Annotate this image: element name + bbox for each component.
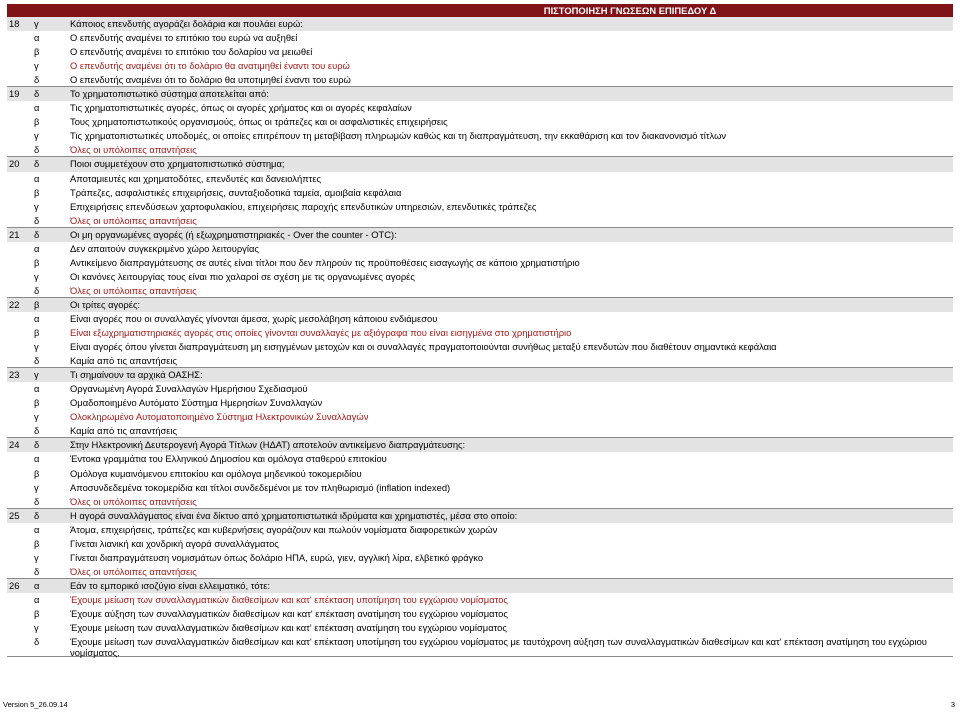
option-text: Όλες οι υπόλοιπες απαντήσεις: [70, 214, 197, 226]
answer-row: [7, 284, 953, 298]
option-letter: β: [34, 46, 40, 58]
answer-row: [7, 200, 953, 214]
question-number: 20: [9, 158, 20, 170]
answer-row: [7, 382, 953, 396]
option-text: Ο επενδυτής αναμένει το επιτόκιο του δολαρίου να μειωθεί: [70, 46, 313, 58]
question-row: [7, 438, 953, 452]
option-letter: γ: [34, 551, 39, 563]
answer-row: [7, 326, 953, 340]
option-letter: δ: [34, 565, 40, 577]
option-text: Έχουμε μείωση των συναλλαγματικών διαθεσίμων και κατ' επέκταση ανατίμηση του εγχώριου νομίσματος: [70, 622, 507, 634]
option-text: Γίνεται λιανική και χονδρική αγορά συναλλάγματος: [70, 537, 279, 549]
page-number: 3: [950, 700, 955, 709]
option-text: Όλες οι υπόλοιπες απαντήσεις: [70, 565, 197, 577]
answer-row: [7, 551, 953, 565]
question-text: Ποιοι συμμετέχουν στο χρηματοπιστωτικό σύστημα;: [70, 158, 285, 170]
option-letter: β: [34, 607, 40, 619]
question-number: 24: [9, 439, 20, 451]
correct-answer-letter: δ: [34, 88, 40, 100]
answer-row: [7, 129, 953, 143]
correct-answer-letter: δ: [34, 158, 40, 170]
answer-row: [7, 256, 953, 270]
option-letter: β: [34, 327, 40, 339]
answer-row: [7, 621, 953, 635]
option-text: Αποταμιευτές και χρηματοδότες, επενδυτές και δανειολήπτες: [70, 172, 322, 184]
answer-row: [7, 172, 953, 186]
option-text: Έχουμε αύξηση των συναλλαγματικών διαθεσίμων και κατ' επέκταση ανατίμηση του εγχώριου νομίσματος: [70, 607, 508, 619]
question-number: 23: [9, 369, 20, 381]
option-text: Οι κανόνες λειτουργίας τους είναι πιο χαλαροί σε σχέση με τις οργανωμένες αγορές: [70, 270, 415, 282]
option-letter: δ: [34, 74, 40, 86]
answer-row: [7, 523, 953, 537]
answer-row: [7, 607, 953, 621]
answer-row: [7, 242, 953, 256]
option-text: Οργανωμένη Αγορά Συναλλαγών Ημερήσιου Σχεδιασμού: [70, 383, 308, 395]
page-title: ΠΙΣΤΟΠΟΙΗΣΗ ΓΝΩΣΕΩΝ ΕΠΙΠΕΔΟΥ Δ: [7, 4, 953, 17]
option-letter: β: [34, 256, 40, 268]
answer-row: [7, 214, 953, 228]
option-text: Όλες οι υπόλοιπες απαντήσεις: [70, 284, 197, 296]
question-text: Το χρηματοπιστωτικό σύστημα αποτελείται από:: [70, 88, 269, 100]
option-text: Ολοκληρωμένο Αυτοματοποιημένο Σύστημα Ηλεκτρονικών Συναλλαγών: [70, 411, 369, 423]
question-row: [7, 509, 953, 523]
answer-row: [7, 115, 953, 129]
answer-row: [7, 270, 953, 284]
option-text: Είναι αγορές όπου γίνεται διαπραγμάτευση μη εισηγμένων μετοχών και οι συναλλαγές πραγματοποιούνται συνήθως μεταξύ επενδυτών που διαθέτουν σημαντικά κεφάλαια: [70, 341, 777, 353]
option-text: Ομαδοποιημένο Αυτόματο Σύστημα Ημερησίων Συναλλαγών: [70, 397, 323, 409]
option-text: Επιχειρήσεις επενδύσεων χαρτοφυλακίου, επιχειρήσεις παροχής επενδυτικών υπηρεσιών, επενδυτικές τράπεζες: [70, 200, 537, 212]
answer-row: [7, 452, 953, 466]
question-text: Οι τρίτες αγορές:: [70, 298, 141, 310]
option-letter: α: [34, 32, 40, 44]
option-text: Τις χρηματοπιστωτικές υποδομές, οι οποίες επιτρέπουν τη μεταβίβαση πληρωμών καθώς και τη διαπραγμάτευση, την εκκαθάριση και τον διακανονισμό τίτλων: [70, 130, 727, 142]
option-text: Όλες οι υπόλοιπες απαντήσεις: [70, 144, 197, 156]
option-letter: α: [34, 593, 40, 605]
option-text: Ο επενδυτής αναμένει ότι το δολάριο θα ανατιμηθεί έναντι του ευρώ: [70, 60, 350, 72]
question-text: Τι σημαίνουν τα αρχικά ΟΑΣΗΣ:: [70, 369, 203, 381]
option-text: Τους χρηματοπιστωτικούς οργανισμούς, όπως οι τράπεζες και οι ασφαλιστικές επιχειρήσεις: [70, 116, 448, 128]
correct-answer-letter: α: [34, 579, 40, 591]
questions-table: [7, 17, 953, 657]
option-text: Αποσυνδεδεμένα τοκομερίδια και τίτλοι συνδεδεμένοι με τον πληθωρισμό (inflation indexed): [70, 481, 451, 493]
option-text: Είναι αγορές που οι συναλλαγές γίνονται άμεσα, χωρίς μεσολάβηση κάποιου ενδιάμεσου: [70, 312, 438, 324]
question-row: [7, 228, 953, 242]
question-number: 26: [9, 579, 20, 591]
answer-row: [7, 565, 953, 579]
correct-answer-letter: γ: [34, 18, 39, 29]
option-letter: α: [34, 242, 40, 254]
answer-row: [7, 396, 953, 410]
answer-row: [7, 410, 953, 424]
answer-row: [7, 537, 953, 551]
option-letter: δ: [34, 355, 40, 367]
option-text: Καμία από τις απαντήσεις: [70, 425, 178, 437]
option-letter: γ: [34, 270, 39, 282]
option-letter: δ: [34, 214, 40, 226]
option-text: Γίνεται διαπραγμάτευση νομισμάτων όπως δολάριο ΗΠΑ, ευρώ, γιεν, αγγλική λίρα, ελβετικό φράγκο: [70, 551, 484, 563]
answer-row: [7, 340, 953, 354]
answer-row: [7, 73, 953, 87]
option-letter: α: [34, 312, 40, 324]
option-text: Τις χρηματοπιστωτικές αγορές, όπως οι αγορές χρήματος και οι αγορές κεφαλαίων: [70, 102, 412, 114]
correct-answer-letter: δ: [34, 228, 40, 240]
option-letter: α: [34, 383, 40, 395]
correct-answer-letter: β: [34, 298, 40, 310]
answer-row: [7, 424, 953, 438]
option-text: Ο επενδυτής αναμένει το επιτόκιο του ευρώ να αυξηθεί: [70, 32, 298, 44]
option-letter: α: [34, 523, 40, 535]
option-letter: γ: [34, 481, 39, 493]
option-letter: δ: [34, 144, 40, 156]
option-letter: α: [34, 453, 40, 465]
option-letter: γ: [34, 622, 39, 634]
answer-row: [7, 467, 953, 481]
option-letter: β: [34, 186, 40, 198]
option-letter: δ: [34, 636, 40, 648]
question-row: [7, 157, 953, 171]
answer-row: [7, 101, 953, 115]
option-letter: γ: [34, 341, 39, 353]
option-text: Έχουμε μείωση των συναλλαγματικών διαθεσίμων και κατ' επέκταση υποτίμηση του εγχώριου νομίσματος με ταυτόχρονη αύξηση των συναλλαγματικών διαθεσίμων και κατ' επέκταση ανατίμηση του εγχώριου νομίσματος.: [70, 636, 927, 659]
option-text: Ομόλογα κυμαινόμενου επιτοκίου και ομόλογα μηδενικού τοκομεριδίου: [70, 467, 362, 479]
correct-answer-letter: δ: [34, 439, 40, 451]
question-text: Οι μη οργανωμένες αγορές (ή εξωχρηματιστηριακές - Over the counter - OTC):: [70, 228, 397, 240]
option-letter: γ: [34, 60, 39, 72]
answer-row: [7, 495, 953, 509]
option-text: Όλες οι υπόλοιπες απαντήσεις: [70, 495, 197, 507]
question-row: [7, 298, 953, 312]
version-label: Version 5_26.09.14: [3, 700, 68, 709]
question-number: 19: [9, 88, 20, 100]
answer-row: [7, 635, 953, 657]
option-letter: γ: [34, 411, 39, 423]
answer-row: [7, 45, 953, 59]
answer-row: [7, 143, 953, 157]
question-row: [7, 87, 953, 101]
answer-row: [7, 186, 953, 200]
correct-answer-letter: δ: [34, 509, 40, 521]
question-row: [7, 579, 953, 593]
question-number: 18: [9, 18, 20, 29]
option-letter: β: [34, 116, 40, 128]
option-letter: δ: [34, 495, 40, 507]
option-text: Είναι εξωχρηματιστηριακές αγορές στις οποίες γίνονται συναλλαγές με αξιόγραφα που είναι εισηγμένα στο χρηματιστήριο: [70, 327, 572, 339]
question-number: 22: [9, 298, 20, 310]
option-letter: γ: [34, 130, 39, 142]
answer-row: [7, 312, 953, 326]
question-text: Εάν το εμπορικό ισοζύγιο είναι ελλειματικό, τότε:: [70, 579, 270, 591]
question-row: [7, 17, 953, 31]
option-letter: β: [34, 397, 40, 409]
option-text: Έντοκα γραμμάτια του Ελληνικού Δημοσίου και ομόλογα σταθερού επιτοκίου: [70, 453, 387, 465]
answer-row: [7, 354, 953, 368]
option-letter: α: [34, 172, 40, 184]
option-text: Άτομα, επιχειρήσεις, τράπεζες και κυβερνήσεις αγοράζουν και πωλούν νομίσματα διαφορετικών χωρών: [70, 523, 498, 535]
option-letter: α: [34, 102, 40, 114]
option-text: Δεν απαιτούν συγκεκριμένο χώρο λειτουργίας: [70, 242, 259, 254]
question-text: Κάποιος επενδυτής αγοράζει δολάρια και πουλάει ευρώ:: [70, 18, 303, 29]
option-text: Καμία από τις απαντήσεις: [70, 355, 178, 367]
option-text: Τράπεζες, ασφαλιστικές επιχειρήσεις, συνταξιοδοτικά ταμεία, αμοιβαία κεφάλαια: [70, 186, 402, 198]
answer-row: [7, 59, 953, 73]
correct-answer-letter: γ: [34, 369, 39, 381]
answer-row: [7, 481, 953, 495]
question-row: [7, 368, 953, 382]
option-letter: β: [34, 467, 40, 479]
option-letter: δ: [34, 425, 40, 437]
option-letter: δ: [34, 284, 40, 296]
question-text: Στην Ηλεκτρονική Δευτερογενή Αγορά Τίτλων (ΗΔΑΤ) αποτελούν αντικείμενο διαπραγμάτευσης:: [70, 439, 466, 451]
option-text: Ο επενδυτής αναμένει ότι το δολάριο θα υποτιμηθεί έναντι του ευρώ: [70, 74, 351, 86]
option-text: Έχουμε μείωση των συναλλαγματικών διαθεσίμων και κατ' επέκταση υποτίμηση του εγχώριου νομίσματος: [70, 593, 508, 605]
option-letter: γ: [34, 200, 39, 212]
option-letter: β: [34, 537, 40, 549]
option-text: Αντικείμενο διαπραγμάτευσης σε αυτές είναι τίτλοι που δεν πληρούν τις προϋποθέσεις εισαγωγής σε κάποιο χρηματιστήριο: [70, 256, 580, 268]
question-number: 25: [9, 509, 20, 521]
answer-row: [7, 31, 953, 45]
question-number: 21: [9, 228, 20, 240]
question-text: Η αγορά συναλλάγματος είναι ένα δίκτυο από χρηματοπιστωτικά ιδρύματα και χρηματιστές, μέσα στο οποίο:: [70, 509, 518, 521]
answer-row: [7, 593, 953, 607]
